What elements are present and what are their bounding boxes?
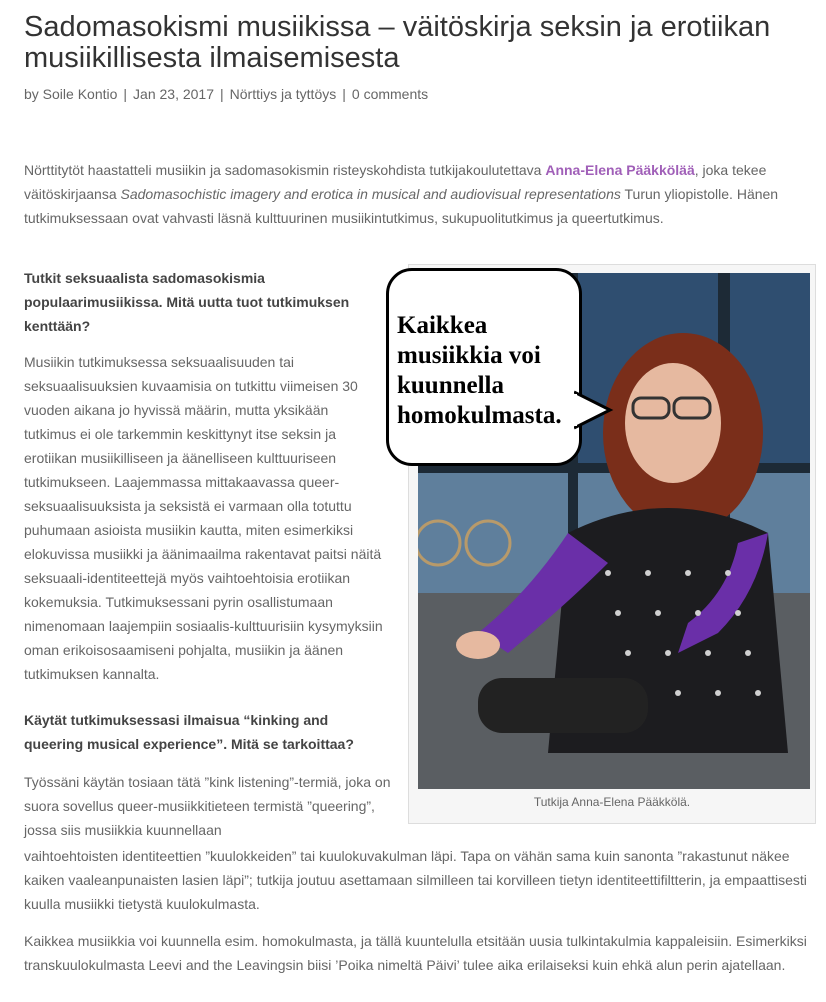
- category-link[interactable]: Nörttiys ja tyttöys: [229, 86, 337, 102]
- answer-2-part-2: vaihtoehtoisten identiteettien ”kuulokkeiden” tai kuulokuvakulman läpi. Tapa on vähän sama kuin sanonta ”rakastunut näkee kaiken vaaleanpunaisten lasien läpi”; tutkija joutuu asettamaan silmilleen tai korvilleen tietyn identiteettifiltterin, ja empaattisesti kuulla musiikki tietystä kuulokulmasta.: [24, 848, 807, 912]
- answer-3: Kaikkea musiikkia voi kuunnella esim. homokulmasta, ja tällä kuuntelulla etsitään uusia tulkintakulmia kappaleisiin. Esimerkiksi transkuulokulmasta Leevi and the Leavingsin biisi ’Poika nimeltä Päivi’ tulee aika erilaiseksi kuin ehkä alun perin ajatellaan.: [24, 933, 807, 973]
- meta-separator: |: [342, 86, 346, 102]
- meta-separator: |: [123, 86, 128, 102]
- thesis-title: Sadomasochistic imagery and erotica in musical and audiovisual representations: [120, 186, 621, 202]
- figure-caption: Tutkija Anna-Elena Pääkkölä.: [533, 795, 691, 809]
- intro-text-middle: , joka tekee väitöskirjaansa: [24, 162, 767, 202]
- post-date: Jan 23, 2017: [133, 86, 215, 102]
- speech-bubble-tail: [574, 388, 614, 432]
- speech-bubble: Kaikkea musiikkia voi kuunnella homokulmasta.: [386, 268, 582, 466]
- answer-1: Musiikin tutkimuksessa seksuaalisuuden tai seksuaalisuuksien kuvaamisia on tutkittu viimeisen 30 vuoden aikana jo hyvissä määrin, mutta yksikään tutkimus ei ole tarkemmin keskittynyt itse seksin ja erotiikan musiikilliseen ja äänelliseen kulttuuriseen tutkimukseen. Laajemmassa mittakaavassa queer-seksuaalisuuksista ja seksistä ei varmaan olla totuttu puhumaan asioista musiikin kautta, miten esimerkiksi elokuvissa musiikki ja äänimaailma rakentavat paitsi näitä seksuaali-identiteettejä myös vaihtoehtoisia erotiikan kokemuksia. Tutkimuksessani pyrin osallistumaan nimenomaan laajempiin sosiaalis-kulttuurisiin kysymyksiin oman erikoisosaamiseni pohjalta, musiikin ja äänen tutkimuksen kannalta.: [24, 354, 383, 682]
- answer-2-part-1: Työssäni käytän tosiaan tätä ”kink listening”-termiä, joka on suora sovellus queer-musiikkitieteen termistä ”queering”, jossa siis musiikkia kuunnellaan: [24, 774, 391, 838]
- author-link[interactable]: by Soile Kontio: [24, 86, 118, 102]
- intro-text-end: Turun yliopistolle. Hänen tutkimuksessaan ovat vahvasti läsnä kulttuurinen musiikintutkimus, sukupuolitutkimus ja queertutkimus.: [24, 186, 779, 226]
- comments-link[interactable]: 0 comments: [351, 86, 429, 102]
- researcher-link[interactable]: Anna-Elena Pääkkölää: [545, 162, 695, 178]
- meta-separator: |: [220, 86, 224, 102]
- intro-text-start: Nörttitytöt haastatteli musiikin ja sadomasokismin risteyskohdista tutkijakoulutettava: [24, 162, 546, 178]
- question-1: Tutkit seksuaalista sadomasokismia populaarimusiikissa. Mitä uutta tuot tutkimuksen kenttään?: [24, 270, 350, 334]
- question-2: Käytät tutkimuksessasi ilmaisua “kinking and queering musical experience”. Mitä se tarkoittaa?: [24, 712, 354, 752]
- post-meta: [24, 86, 428, 102]
- article-title: Sadomasokismi musiikissa – väitöskirja seksin ja erotiikan musiikillisesta ilmaisemisesta: [24, 11, 771, 74]
- intro-paragraph: [24, 158, 814, 230]
